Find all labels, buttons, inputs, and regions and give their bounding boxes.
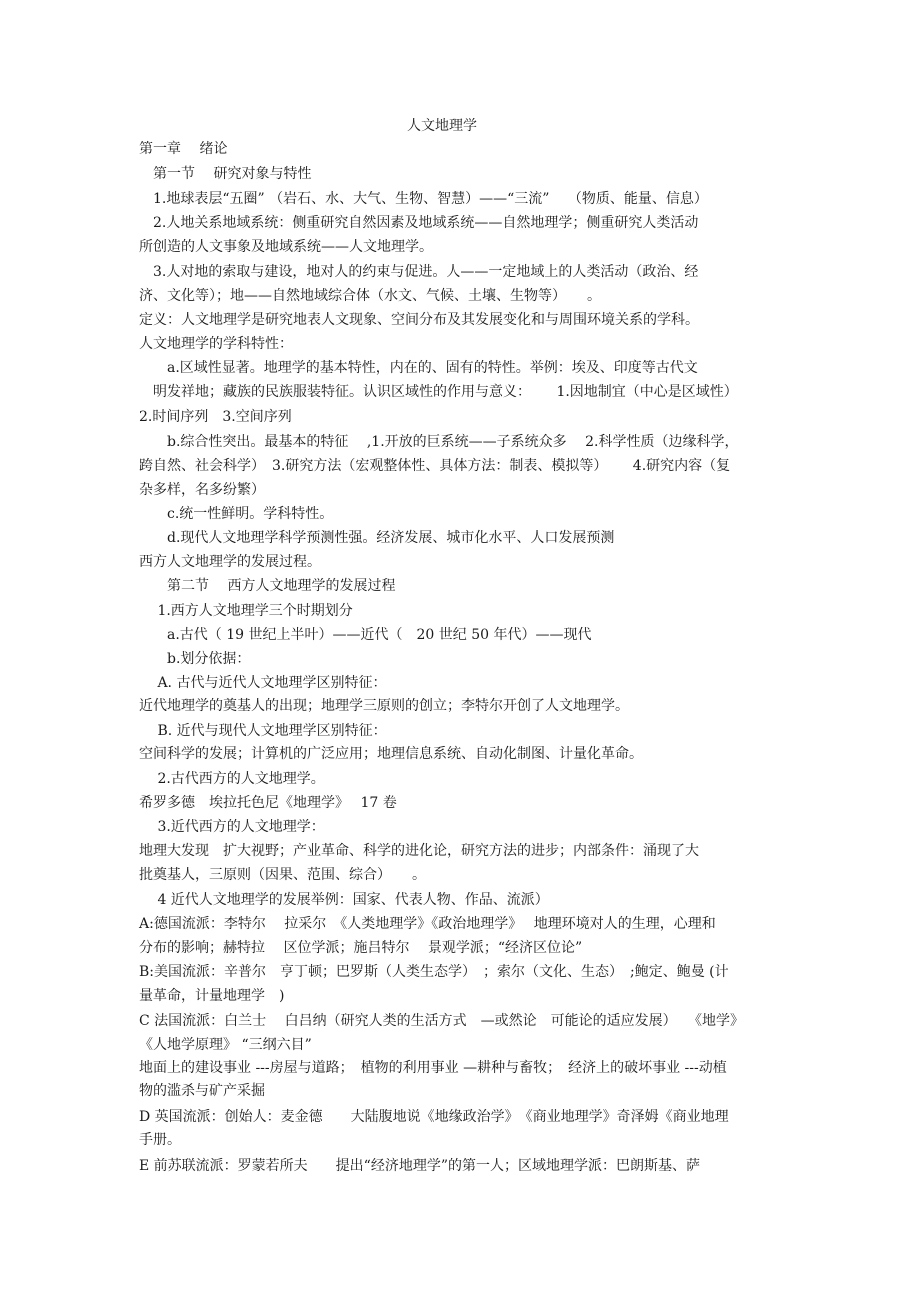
chapter-heading: 第一章 绪论 — [139, 141, 228, 157]
text-line: 批奠基人，三原则（因果、范围、综合） 。 — [139, 867, 426, 883]
text-line: 3.近代西方的人文地理学： — [139, 819, 325, 835]
text-line: d.现代人文地理学科学预测性强。经济发展、城市化水平、人口发展预测 — [139, 530, 615, 546]
text-line: 杂多样，名多纷繁） — [139, 482, 265, 498]
text-line: 希罗多德 埃拉托色尼《地理学》 17 卷 — [139, 795, 397, 811]
text-line: 3.人对地的索取与建设，地对人的约束与促进。人——一定地域上的人类活动（政治、经 — [139, 264, 699, 280]
section-heading: 第二节 西方人文地理学的发展过程 — [139, 578, 396, 594]
text-line: E 前苏联流派：罗蒙若所夫 提出“经济地理学”的第一人；区域地理学派：巴朗斯基、萨 — [139, 1158, 700, 1174]
text-line: D 英国流派：创始人：麦金德 大陆腹地说《地缘政治学》 《商业地理学》奇泽姆《商业地理 — [139, 1109, 729, 1125]
text-line: C 法国流派：白兰士 白吕纳（研究人类的生活方式 —或然论 可能论的适应发展） 《地学》 — [139, 1013, 745, 1029]
text-line: 4 近代人文地理学的发展举例：国家、代表人物、作品、流派） — [139, 892, 549, 908]
text-line: a.区域性显著。地理学的基本特性，内在的、固有的特性。举例：埃及、印度等古代文 — [139, 360, 698, 376]
text-line: 地面上的建设事业 ---房屋与道路； 植物的利用事业 —耕种与畜牧； 经济上的破坏事业 ---动植 — [139, 1060, 727, 1076]
text-line: 物的滥杀与矿产采掘 — [139, 1083, 265, 1099]
text-line: 所创造的人文事象及地域系统——人文地理学。 — [139, 239, 433, 255]
text-line: 2.古代西方的人文地理学。 — [139, 771, 325, 787]
text-line: b.划分依据： — [139, 651, 251, 667]
text-line: 地理大发现 扩大视野；产业革命、科学的进化论，研究方法的进步；内部条件：涌现了大 — [139, 843, 699, 859]
text-line: 明发祥地；藏族的民族服装特征。认识区域性的作用与意义： 1.因地制宜（中心是区域性） — [139, 384, 738, 400]
text-line: 《人地学原理》 “三纲六目” — [139, 1037, 312, 1053]
text-line: c.统一性鲜明。学科特性。 — [139, 506, 334, 522]
text-line: B. 近代与现代人文地理学区别特征： — [139, 723, 387, 739]
text-line: A:德国流派：李特尔 拉采尔 《人类地理学》《政治地理学》 地理环境对人的生理，心理和 — [139, 916, 716, 932]
text-line: 2.时间序列 3.空间序列 — [139, 409, 292, 425]
definition-line: 定义：人文地理学是研究地表人文现象、空间分布及其发展变化和与周围环境关系的学科。 — [139, 312, 699, 328]
text-line: 空间科学的发展；计算机的广泛应用；地理信息系统、自动化制图、计量化革命。 — [139, 746, 643, 762]
text-line: 跨自然、社会科学） 3.研究方法（宏观整体性、具体方法：制表、模拟等） 4.研究内容（复 — [139, 458, 731, 474]
text-line: 手册。 — [139, 1132, 181, 1148]
text-line: 近代地理学的奠基人的出现；地理学三原则的创立；李特尔开创了人文地理学。 — [139, 698, 629, 714]
text-line: 1.西方人文地理学三个时期划分 — [139, 603, 353, 619]
text-line: 1.地球表层“五圈” （岩石、水、大气、生物、智慧）——“三流” （物质、能量、信息） — [139, 191, 708, 207]
text-line: A. 古代与近代人文地理学区别特征： — [139, 675, 387, 691]
document-title: 人文地理学 — [407, 118, 477, 134]
text-line: a.古代（ 19 世纪上半叶）——近代（ 20 世纪 50 年代）——现代 — [139, 627, 592, 643]
text-line: 量革命，计量地理学 ) — [139, 988, 285, 1004]
text-line: B:美国流派：辛普尔 亨丁顿；巴罗斯（人类生态学） ；索尔（文化、生态） ;鲍定、鲍曼 (计 — [139, 964, 729, 980]
text-line: 人文地理学的学科特性： — [139, 336, 293, 352]
text-line: 2.人地关系地域系统：侧重研究自然因素及地域系统——自然地理学；侧重研究人类活动 — [139, 215, 699, 231]
section-heading: 第一节 研究对象与特性 — [139, 166, 312, 182]
text-line: 济、文化等）；地——自然地域综合体（水文、气候、土壤、生物等） 。 — [139, 288, 601, 304]
text-line: 西方人文地理学的发展过程。 — [139, 554, 321, 570]
text-line: 分布的影响；赫特拉 区位学派；施吕特尔 景观学派；“经济区位论” — [139, 940, 583, 956]
text-line: b.综合性突出。最基本的特征 ,1.开放的巨系统——子系统众多 2.科学性质（边缘科学， — [139, 434, 739, 450]
